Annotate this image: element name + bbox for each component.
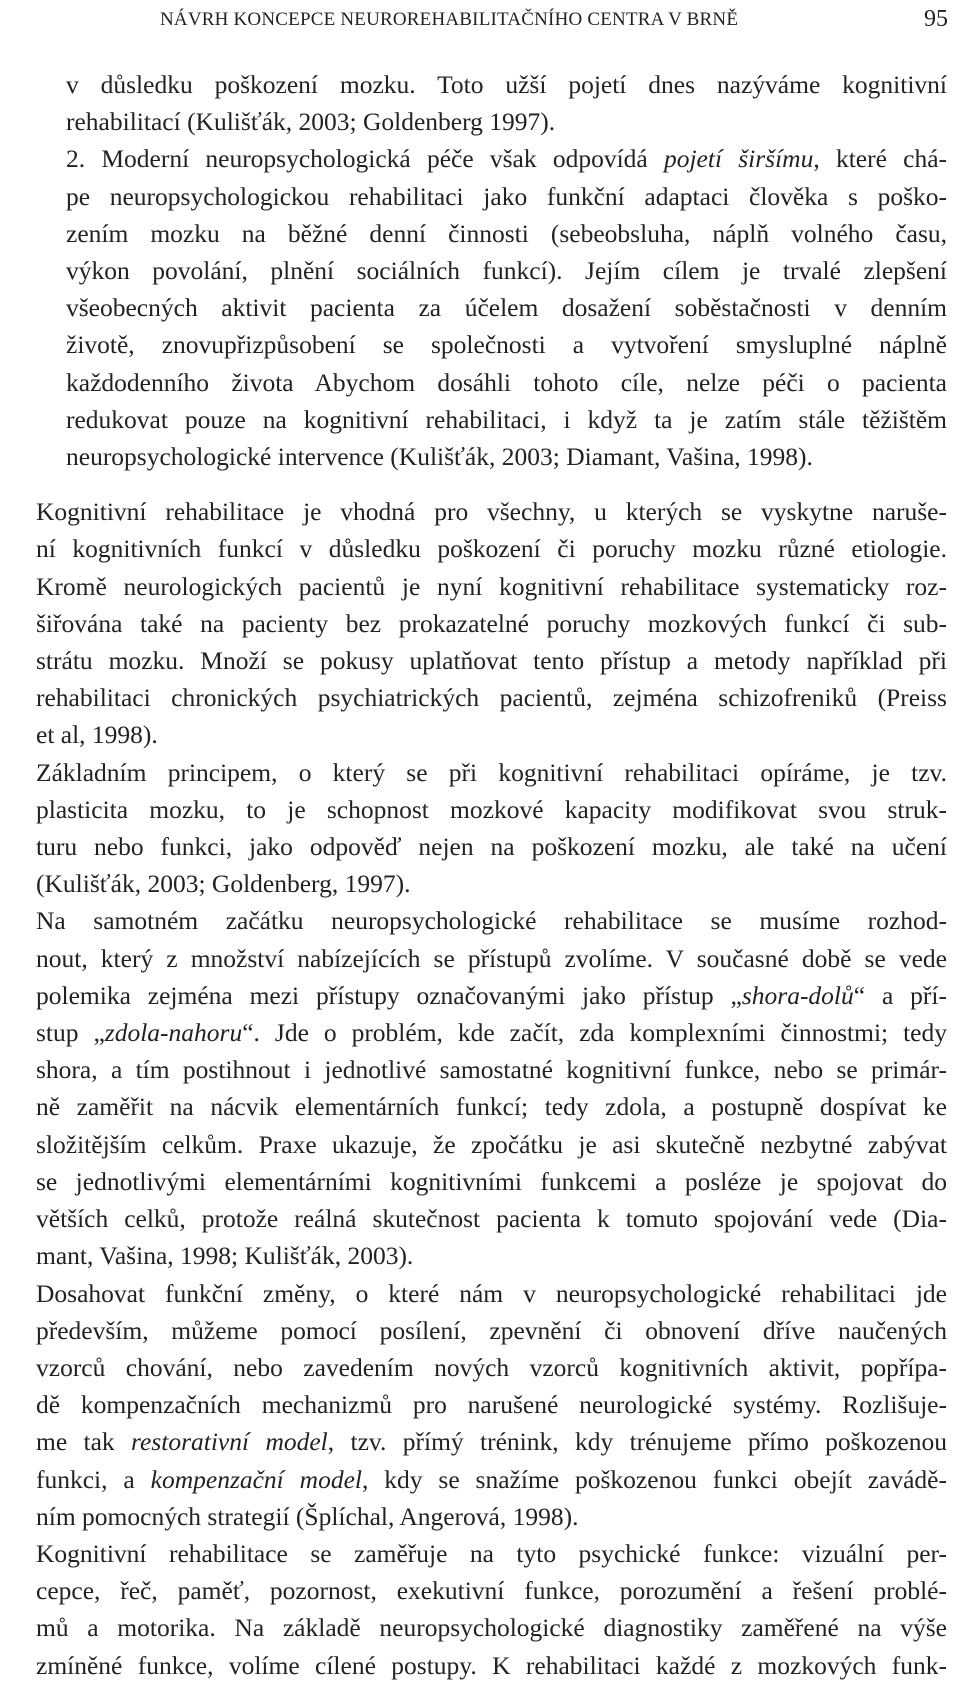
text-line: všeobecných aktivit pacienta za účelem dosažení soběstačnosti v denním <box>66 293 947 323</box>
text-line: ním pomocných strategií (Šplíchal, Angerová, 1998). <box>36 1501 579 1531</box>
paragraph <box>36 1535 947 1684</box>
text-line: ně zaměřit na nácvik elementárních funkcí; tedy zdola, a postupně dospívat ke <box>36 1092 947 1122</box>
text-line: Dosahovat funkční změny, o které nám v neuropsychologické rehabilitaci jde <box>36 1278 947 1308</box>
list-item-continuation <box>36 66 947 140</box>
text-line: mů a motorika. Na základě neuropsychologické diagnostiky zaměřené na výše <box>36 1613 947 1643</box>
text-line: strátu mozku. Množí se pokusy uplatňovat tento přístup a metody například při <box>36 646 947 676</box>
text-line: mant, Vašina, 1998; Kulišťák, 2003). <box>36 1241 414 1271</box>
list-item-2 <box>36 140 947 475</box>
running-title: NÁVRH KONCEPCE NEUROREHABILITAČNÍHO CENTRA V BRNĚ <box>160 9 739 30</box>
text-line: zením mozku na běžné denní činnosti (sebeobsluha, náplň volného času, <box>66 218 947 248</box>
paragraph <box>36 754 947 903</box>
text-line: et al, 1998). <box>36 720 158 750</box>
paragraph <box>36 1275 947 1535</box>
text-line: každodenního života Abychom dosáhli tohoto cíle, nelze péči o pacienta <box>66 367 947 397</box>
text-line: 2. Moderní neuropsychologická péče však odpovídá pojetí širšímu, které chá- <box>66 144 948 174</box>
text-line: funkci, a kompenzační model, kdy se snažíme poškozenou funkci obejít zavádě- <box>36 1464 947 1494</box>
text-line: cepce, řeč, paměť, pozornost, exekutivní funkce, porozumění a řešení problé- <box>36 1576 947 1606</box>
text-line: životě, znovupřizpůsobení se společnosti a vytvoření smysluplné náplně <box>66 330 947 360</box>
text-line: (Kulišťák, 2003; Goldenberg, 1997). <box>36 869 411 899</box>
text-line: výkon povolání, plnění sociálních funkcí). Jejím cílem je trvalé zlepšení <box>66 256 947 286</box>
text-line: rehabilitaci chronických psychiatrických pacientů, zejména schizofreniků (Preiss <box>36 683 947 713</box>
text-line: v důsledku poškození mozku. Toto užší pojetí dnes nazýváme kognitivní <box>66 70 947 99</box>
text-line: ní kognitivních funkcí v důsledku poškození či poruchy mozku různé etiologie. <box>36 534 947 564</box>
paragraph <box>36 493 947 753</box>
text-line: především, můžeme pomocí posílení, zpevnění či obnovení dříve naučených <box>36 1315 947 1345</box>
text-line: složitějším celkům. Praxe ukazuje, že zpočátku je asi skutečně nezbytné zabývat <box>36 1129 947 1159</box>
text-line: Základním principem, o který se při kognitivní rehabilitaci opíráme, je tzv. <box>36 757 947 787</box>
text-line: plasticita mozku, to je schopnost mozkové kapacity modifikovat svou struk- <box>36 794 947 824</box>
text-line: šiřována také na pacienty bez prokazatelné poruchy mozkových funkcí či sub- <box>36 608 947 638</box>
text-line: redukovat pouze na kognitivní rehabilitaci, i když ta je zatím stále těžištěm <box>66 404 947 434</box>
text-line: pe neuropsychologickou rehabilitaci jako funkční adaptaci člověka s poško- <box>66 181 947 211</box>
text-line: turu nebo funkci, jako odpověď nejen na poškození mozku, ale také na učení <box>36 832 947 862</box>
text-line: vzorců chování, nebo zavedením nových vzorců kognitivních aktivit, popřípa- <box>36 1352 947 1382</box>
text-line: me tak restorativní model, tzv. přímý trénink, kdy trénujeme přímo poškozenou <box>36 1427 947 1457</box>
text-line: Kromě neurologických pacientů je nyní kognitivní rehabilitace systematicky roz- <box>36 571 947 601</box>
text-line: Kognitivní rehabilitace se zaměřuje na tyto psychické funkce: vizuální per- <box>36 1538 947 1568</box>
page-body <box>36 66 947 1684</box>
paragraph <box>36 902 947 1274</box>
text-line: se jednotlivými elementárními kognitivními funkcemi a posléze je spojovat do <box>36 1166 947 1196</box>
text-line: Na samotném začátku neuropsychologické rehabilitace se musíme rozhod- <box>36 906 947 936</box>
page-number: 95 <box>924 6 948 32</box>
text-line: nout, který z množství nabízejících se přístupů zvolíme. V současné době se vede <box>36 943 947 973</box>
text-line: stup „zdola-nahoru“. Jde o problém, kde začít, zda komplexními činnostmi; tedy <box>36 1018 947 1048</box>
text-line: polemika zejména mezi přístupy označovanými jako přístup „shora-dolů“ a pří- <box>36 980 947 1010</box>
text-line: neuropsychologické intervence (Kulišťák, 2003; Diamant, Vašina, 1998). <box>66 442 813 472</box>
text-line: zmíněné funkce, volíme cílené postupy. K rehabilitaci každé z mozkových funk- <box>36 1650 947 1680</box>
text-line: shora, a tím postihnout i jednotlivé samostatné kognitivní funkce, nebo se primár- <box>36 1055 947 1085</box>
text-line: větších celků, protože reálná skutečnost pacienta k tomuto spojování vede (Dia- <box>36 1204 947 1234</box>
text-line: rehabilitací (Kulišťák, 2003; Goldenberg 1997). <box>66 107 556 137</box>
page-header <box>160 6 948 36</box>
text-line: Kognitivní rehabilitace je vhodná pro všechny, u kterých se vyskytne naruše- <box>36 497 947 527</box>
text-line: dě kompenzačních mechanizmů pro narušené neurologické systémy. Rozlišuje- <box>36 1390 947 1420</box>
